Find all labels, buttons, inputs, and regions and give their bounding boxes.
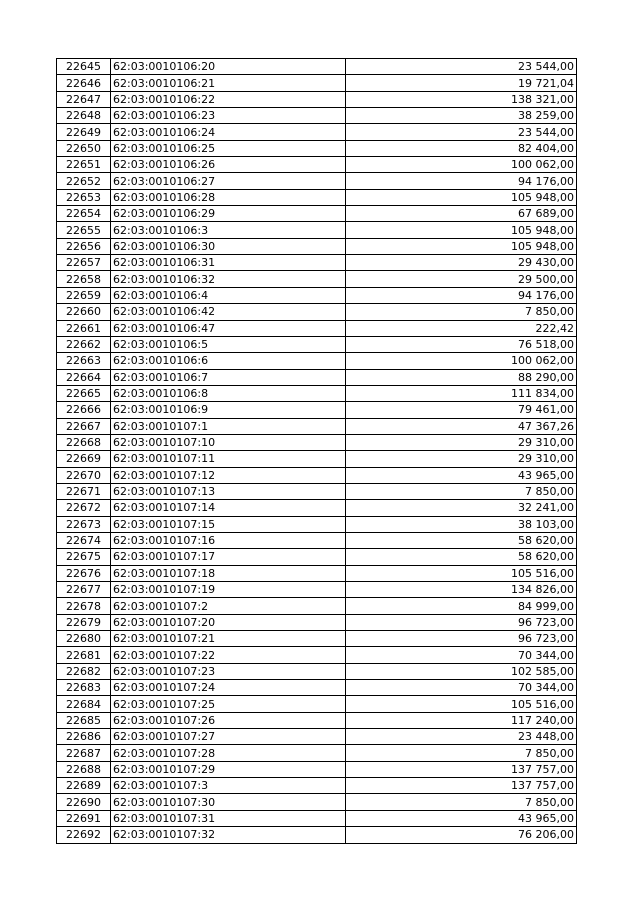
value-cell: 82 404,00: [346, 140, 577, 156]
value-cell: 7 850,00: [346, 745, 577, 761]
cadastral-number-cell: 62:03:0010107:27: [111, 729, 346, 745]
table-row: [57, 467, 577, 483]
value-cell: 111 834,00: [346, 385, 577, 401]
value-cell: 70 344,00: [346, 647, 577, 663]
table-row: [57, 500, 577, 516]
cadastral-number-cell: 62:03:0010107:18: [111, 565, 346, 581]
cadastral-number-cell: 62:03:0010106:3: [111, 222, 346, 238]
row-number-cell: 22680: [57, 631, 111, 647]
row-number-cell: 22649: [57, 124, 111, 140]
value-cell: 43 965,00: [346, 810, 577, 826]
table-row: [57, 59, 577, 75]
table-row: [57, 434, 577, 450]
table-row: [57, 75, 577, 91]
cadastral-number-cell: 62:03:0010107:15: [111, 516, 346, 532]
cadastral-number-cell: 62:03:0010107:16: [111, 532, 346, 548]
row-number-cell: 22655: [57, 222, 111, 238]
table-row: [57, 696, 577, 712]
value-cell: 137 757,00: [346, 778, 577, 794]
value-cell: 23 544,00: [346, 124, 577, 140]
cadastral-number-cell: 62:03:0010107:12: [111, 467, 346, 483]
table-row: [57, 761, 577, 777]
row-number-cell: 22691: [57, 810, 111, 826]
row-number-cell: 22661: [57, 320, 111, 336]
row-number-cell: 22650: [57, 140, 111, 156]
row-number-cell: 22652: [57, 173, 111, 189]
row-number-cell: 22656: [57, 238, 111, 254]
value-cell: 105 948,00: [346, 189, 577, 205]
cadastral-number-cell: 62:03:0010106:8: [111, 385, 346, 401]
value-cell: 23 448,00: [346, 729, 577, 745]
table-row: [57, 124, 577, 140]
row-number-cell: 22673: [57, 516, 111, 532]
value-cell: 29 430,00: [346, 255, 577, 271]
table-row: [57, 598, 577, 614]
value-cell: 94 176,00: [346, 287, 577, 303]
cadastral-number-cell: 62:03:0010106:47: [111, 320, 346, 336]
value-cell: 7 850,00: [346, 483, 577, 499]
cadastral-number-cell: 62:03:0010107:26: [111, 712, 346, 728]
cadastral-number-cell: 62:03:0010106:26: [111, 157, 346, 173]
value-cell: 100 062,00: [346, 157, 577, 173]
row-number-cell: 22645: [57, 59, 111, 75]
table-row: [57, 451, 577, 467]
value-cell: 76 518,00: [346, 336, 577, 352]
row-number-cell: 22672: [57, 500, 111, 516]
row-number-cell: 22671: [57, 483, 111, 499]
cadastral-value-table: [56, 58, 577, 844]
cadastral-number-cell: 62:03:0010107:11: [111, 451, 346, 467]
table-row: [57, 336, 577, 352]
value-cell: 7 850,00: [346, 794, 577, 810]
value-cell: 100 062,00: [346, 353, 577, 369]
row-number-cell: 22660: [57, 304, 111, 320]
cadastral-number-cell: 62:03:0010106:30: [111, 238, 346, 254]
cadastral-number-cell: 62:03:0010106:4: [111, 287, 346, 303]
row-number-cell: 22647: [57, 91, 111, 107]
row-number-cell: 22669: [57, 451, 111, 467]
table-row: [57, 238, 577, 254]
cadastral-number-cell: 62:03:0010106:9: [111, 402, 346, 418]
table-row: [57, 745, 577, 761]
table-row: [57, 206, 577, 222]
cadastral-number-cell: 62:03:0010106:21: [111, 75, 346, 91]
row-number-cell: 22675: [57, 549, 111, 565]
row-number-cell: 22677: [57, 582, 111, 598]
cadastral-number-cell: 62:03:0010107:13: [111, 483, 346, 499]
table-row: [57, 631, 577, 647]
value-cell: 94 176,00: [346, 173, 577, 189]
cadastral-number-cell: 62:03:0010106:29: [111, 206, 346, 222]
row-number-cell: 22653: [57, 189, 111, 205]
document-sheet: [56, 58, 577, 844]
row-number-cell: 22679: [57, 614, 111, 630]
cadastral-number-cell: 62:03:0010107:14: [111, 500, 346, 516]
row-number-cell: 22667: [57, 418, 111, 434]
value-cell: 38 259,00: [346, 108, 577, 124]
value-cell: 29 310,00: [346, 434, 577, 450]
table-row: [57, 532, 577, 548]
table-row: [57, 680, 577, 696]
table-row: [57, 222, 577, 238]
row-number-cell: 22682: [57, 663, 111, 679]
table-row: [57, 369, 577, 385]
cadastral-number-cell: 62:03:0010106:42: [111, 304, 346, 320]
cadastral-number-cell: 62:03:0010106:20: [111, 59, 346, 75]
cadastral-number-cell: 62:03:0010106:28: [111, 189, 346, 205]
value-cell: 38 103,00: [346, 516, 577, 532]
row-number-cell: 22658: [57, 271, 111, 287]
value-cell: 102 585,00: [346, 663, 577, 679]
table-row: [57, 108, 577, 124]
value-cell: 19 721,04: [346, 75, 577, 91]
table-row: [57, 516, 577, 532]
table-row: [57, 91, 577, 107]
row-number-cell: 22651: [57, 157, 111, 173]
value-cell: 88 290,00: [346, 369, 577, 385]
value-cell: 43 965,00: [346, 467, 577, 483]
cadastral-number-cell: 62:03:0010106:32: [111, 271, 346, 287]
table-row: [57, 778, 577, 794]
value-cell: 105 948,00: [346, 222, 577, 238]
row-number-cell: 22685: [57, 712, 111, 728]
cadastral-number-cell: 62:03:0010106:5: [111, 336, 346, 352]
cadastral-number-cell: 62:03:0010107:2: [111, 598, 346, 614]
cadastral-number-cell: 62:03:0010107:1: [111, 418, 346, 434]
value-cell: 58 620,00: [346, 532, 577, 548]
cadastral-number-cell: 62:03:0010106:22: [111, 91, 346, 107]
value-cell: 23 544,00: [346, 59, 577, 75]
table-row: [57, 173, 577, 189]
table-row: [57, 189, 577, 205]
cadastral-number-cell: 62:03:0010107:28: [111, 745, 346, 761]
table-row: [57, 794, 577, 810]
table-row: [57, 157, 577, 173]
row-number-cell: 22690: [57, 794, 111, 810]
value-cell: 138 321,00: [346, 91, 577, 107]
table-row: [57, 614, 577, 630]
table-row: [57, 483, 577, 499]
value-cell: 84 999,00: [346, 598, 577, 614]
table-row: [57, 353, 577, 369]
row-number-cell: 22687: [57, 745, 111, 761]
cadastral-number-cell: 62:03:0010107:25: [111, 696, 346, 712]
row-number-cell: 22683: [57, 680, 111, 696]
value-cell: 222,42: [346, 320, 577, 336]
cadastral-number-cell: 62:03:0010107:29: [111, 761, 346, 777]
table-row: [57, 663, 577, 679]
row-number-cell: 22684: [57, 696, 111, 712]
table-row: [57, 320, 577, 336]
row-number-cell: 22657: [57, 255, 111, 271]
cadastral-number-cell: 62:03:0010107:19: [111, 582, 346, 598]
table-row: [57, 712, 577, 728]
value-cell: 29 310,00: [346, 451, 577, 467]
table-row: [57, 271, 577, 287]
table-row: [57, 810, 577, 826]
cadastral-number-cell: 62:03:0010107:17: [111, 549, 346, 565]
table-body: [57, 59, 577, 844]
table-row: [57, 140, 577, 156]
value-cell: 105 516,00: [346, 696, 577, 712]
cadastral-number-cell: 62:03:0010107:10: [111, 434, 346, 450]
table-row: [57, 255, 577, 271]
table-row: [57, 287, 577, 303]
table-row: [57, 385, 577, 401]
row-number-cell: 22676: [57, 565, 111, 581]
row-number-cell: 22678: [57, 598, 111, 614]
row-number-cell: 22648: [57, 108, 111, 124]
row-number-cell: 22670: [57, 467, 111, 483]
cadastral-number-cell: 62:03:0010106:31: [111, 255, 346, 271]
cadastral-number-cell: 62:03:0010106:27: [111, 173, 346, 189]
value-cell: 76 206,00: [346, 827, 577, 843]
value-cell: 58 620,00: [346, 549, 577, 565]
row-number-cell: 22686: [57, 729, 111, 745]
row-number-cell: 22689: [57, 778, 111, 794]
row-number-cell: 22666: [57, 402, 111, 418]
value-cell: 96 723,00: [346, 631, 577, 647]
table-row: [57, 729, 577, 745]
cadastral-number-cell: 62:03:0010107:20: [111, 614, 346, 630]
row-number-cell: 22662: [57, 336, 111, 352]
value-cell: 29 500,00: [346, 271, 577, 287]
row-number-cell: 22692: [57, 827, 111, 843]
table-row: [57, 827, 577, 843]
row-number-cell: 22688: [57, 761, 111, 777]
cadastral-number-cell: 62:03:0010106:7: [111, 369, 346, 385]
cadastral-number-cell: 62:03:0010107:22: [111, 647, 346, 663]
value-cell: 79 461,00: [346, 402, 577, 418]
value-cell: 70 344,00: [346, 680, 577, 696]
table-row: [57, 549, 577, 565]
table-row: [57, 418, 577, 434]
cadastral-number-cell: 62:03:0010106:25: [111, 140, 346, 156]
row-number-cell: 22646: [57, 75, 111, 91]
row-number-cell: 22668: [57, 434, 111, 450]
cadastral-number-cell: 62:03:0010107:3: [111, 778, 346, 794]
cadastral-number-cell: 62:03:0010107:23: [111, 663, 346, 679]
row-number-cell: 22664: [57, 369, 111, 385]
value-cell: 137 757,00: [346, 761, 577, 777]
value-cell: 105 948,00: [346, 238, 577, 254]
value-cell: 7 850,00: [346, 304, 577, 320]
value-cell: 67 689,00: [346, 206, 577, 222]
row-number-cell: 22665: [57, 385, 111, 401]
row-number-cell: 22663: [57, 353, 111, 369]
row-number-cell: 22674: [57, 532, 111, 548]
table-row: [57, 304, 577, 320]
table-row: [57, 402, 577, 418]
table-row: [57, 582, 577, 598]
cadastral-number-cell: 62:03:0010107:21: [111, 631, 346, 647]
value-cell: 96 723,00: [346, 614, 577, 630]
value-cell: 117 240,00: [346, 712, 577, 728]
cadastral-number-cell: 62:03:0010107:31: [111, 810, 346, 826]
row-number-cell: 22681: [57, 647, 111, 663]
row-number-cell: 22659: [57, 287, 111, 303]
row-number-cell: 22654: [57, 206, 111, 222]
table-row: [57, 565, 577, 581]
value-cell: 47 367,26: [346, 418, 577, 434]
cadastral-number-cell: 62:03:0010107:24: [111, 680, 346, 696]
cadastral-number-cell: 62:03:0010106:24: [111, 124, 346, 140]
value-cell: 105 516,00: [346, 565, 577, 581]
cadastral-number-cell: 62:03:0010107:32: [111, 827, 346, 843]
value-cell: 32 241,00: [346, 500, 577, 516]
cadastral-number-cell: 62:03:0010106:6: [111, 353, 346, 369]
cadastral-number-cell: 62:03:0010106:23: [111, 108, 346, 124]
value-cell: 134 826,00: [346, 582, 577, 598]
cadastral-number-cell: 62:03:0010107:30: [111, 794, 346, 810]
table-row: [57, 647, 577, 663]
